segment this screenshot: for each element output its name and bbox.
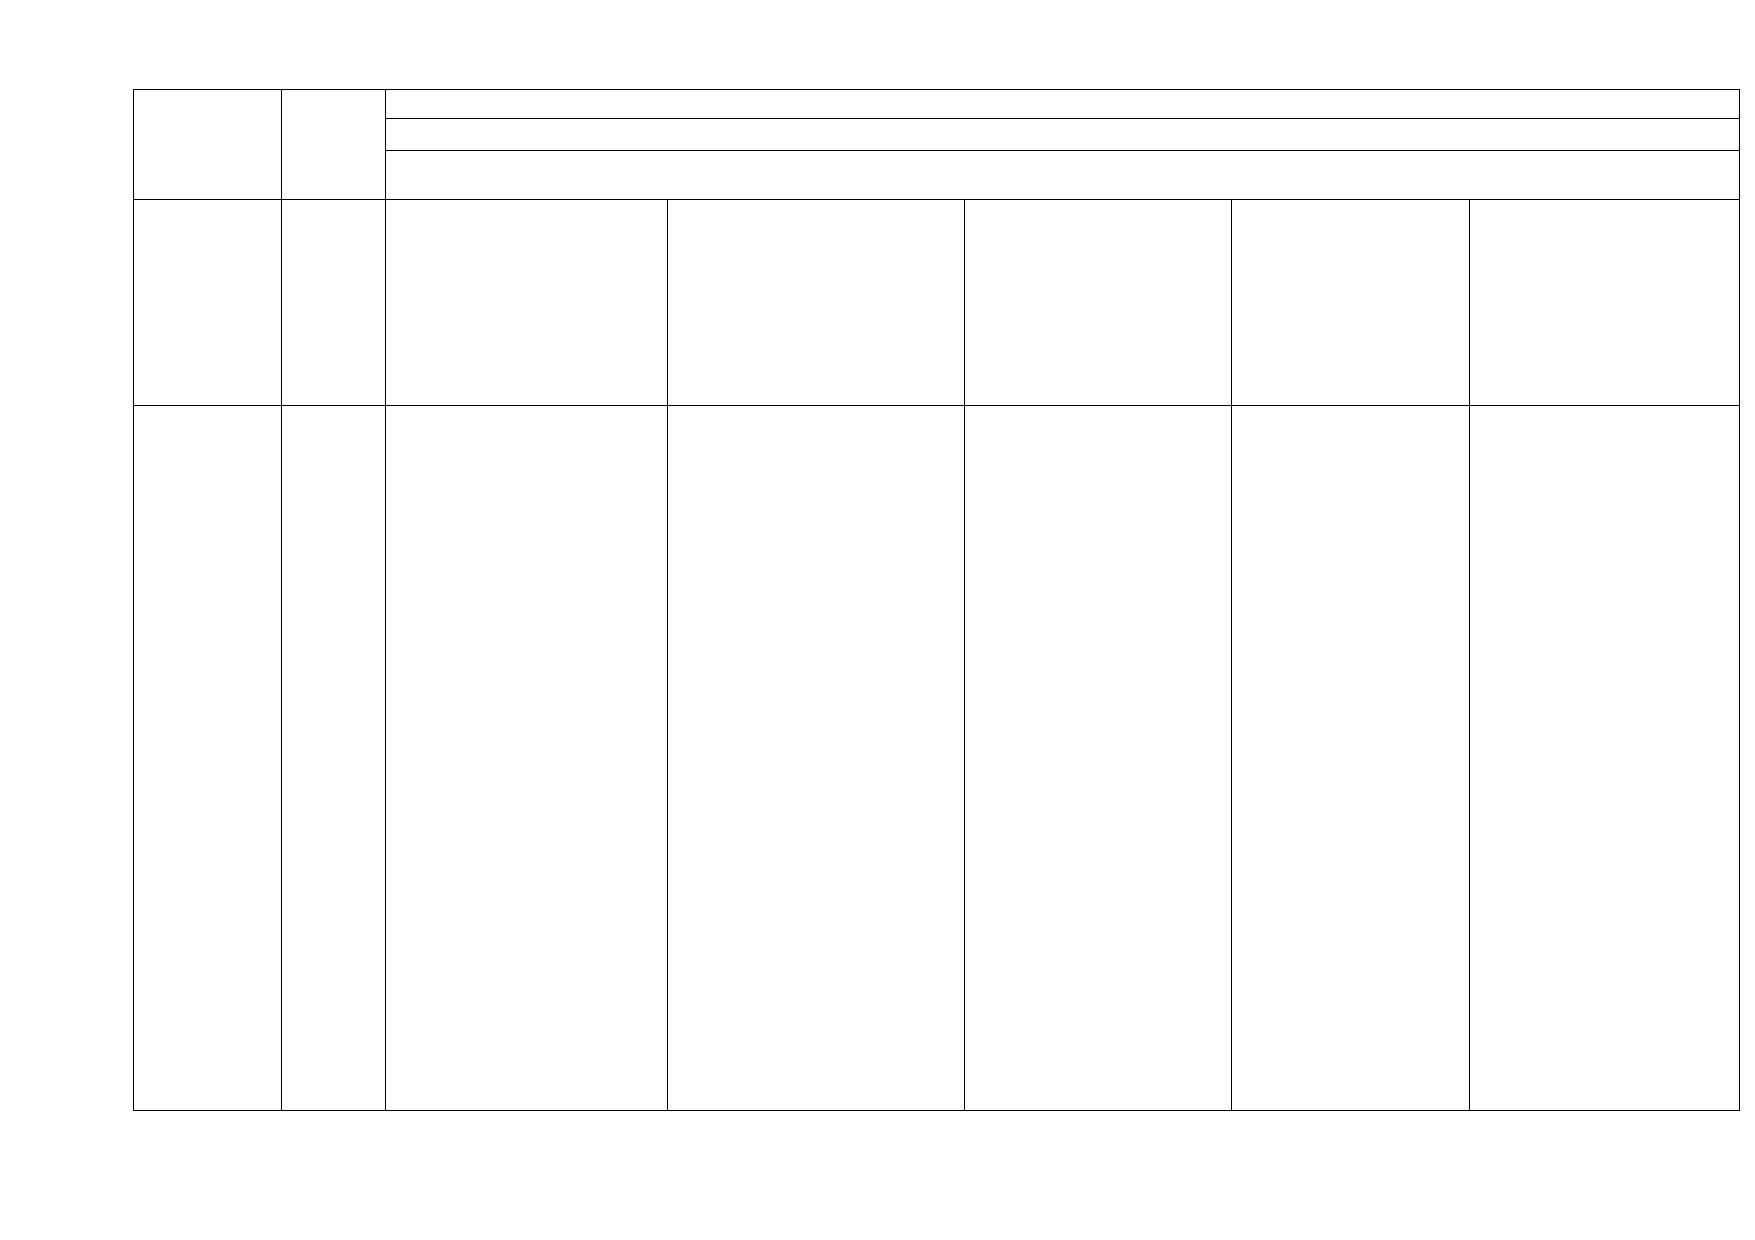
- reception-row: [134, 90, 1740, 119]
- schedule-thursday-cell: [1232, 406, 1470, 1111]
- schedule-wednesday-cell: [965, 406, 1232, 1111]
- schedule-tuesday-cell: [668, 406, 965, 1111]
- exercises-content-cell: [386, 150, 1740, 200]
- games-friday-cell: [1470, 200, 1740, 406]
- games-monday-cell: [386, 200, 668, 406]
- schedule-monday-cell: [386, 406, 668, 1111]
- games-row: [134, 200, 1740, 406]
- daily-plan-table: [133, 89, 1740, 1111]
- empty-cell: [282, 90, 386, 200]
- schedule-friday-cell: [1470, 406, 1740, 1111]
- exercises-heading: [386, 119, 1740, 150]
- reception-title-cell: [134, 90, 282, 200]
- games-tuesday-cell: [668, 200, 965, 406]
- empty-cell: [282, 406, 386, 1111]
- schedule-title-cell: [134, 406, 282, 1111]
- schedule-row: [134, 406, 1740, 1111]
- games-title-cell: [134, 200, 282, 406]
- empty-cell: [282, 200, 386, 406]
- reception-activity-text: [386, 90, 1740, 119]
- games-thursday-cell: [1232, 200, 1470, 406]
- games-wednesday-cell: [965, 200, 1232, 406]
